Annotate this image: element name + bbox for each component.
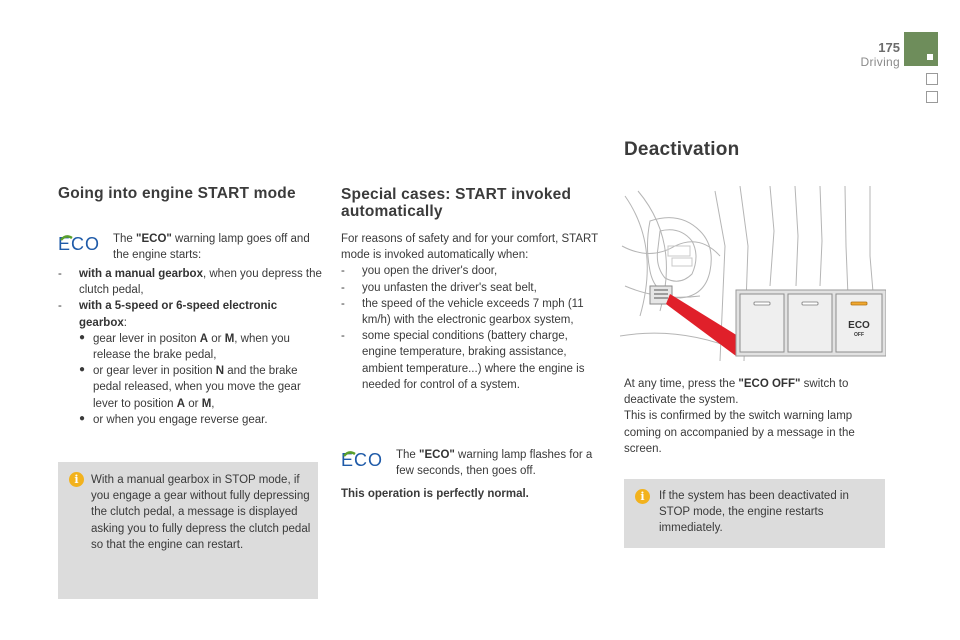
info-note-deactivation <box>624 479 885 548</box>
note-text: If the system has been deactivated in STOP mode, the engine restarts immediately. <box>659 490 849 535</box>
callout-pointer <box>666 294 738 356</box>
chapter-tab[interactable] <box>926 73 938 85</box>
sub-list-item: ● or when you engage reverse gear. <box>79 412 268 426</box>
info-note-manual-gearbox <box>58 462 318 599</box>
note-text: With a manual gearbox in STOP mode, if you engage a gear without fully depressing the clutch pedal, a message is displayed asking you to fully depress the clutch pedal so that the engine can restart. <box>91 474 311 551</box>
intro-paragraph: The "ECO" warning lamp goes off and the engine starts: <box>113 233 310 262</box>
list-item: - you unfasten the driver's seat belt, <box>341 281 537 294</box>
eco-icon-label: ECO <box>58 234 101 254</box>
tab-marker-icon <box>927 54 933 60</box>
eco-flashing-lamp-icon <box>341 450 387 470</box>
heading-start-mode: Going into engine START mode <box>58 185 296 202</box>
bullet-icon: ● <box>79 364 86 376</box>
eco-switch-label: ECO <box>848 320 870 331</box>
list-item: - with a 5-speed or 6-speed electronic gearbox: <box>58 300 278 329</box>
deactivation-paragraph: At any time, press the "ECO OFF" switch to deactivate the system. This is confirmed by the switch warning lamp coming on accompanied by a message in the screen. <box>624 378 855 455</box>
list-item: - some special conditions (battery charge, engine temperature, braking assistance, ambient temperature...) where the engine is needed for control of a system. <box>341 330 585 391</box>
off-switch-label: OFF <box>854 332 864 338</box>
heading-deactivation: Deactivation <box>624 139 740 160</box>
section-name: Driving <box>860 55 900 69</box>
special-cases-text: For reasons of safety and for your comfort, START mode is invoked automatically when: - you open the driver's door, - you unfasten the driver's seat belt, - the speed of the vehicle exceeds 7 mph (11 km/h) with the electronic gearbox system, - some special conditions (battery charge, engine temperature, braking assistance, ambient temperature...) where the engine is needed for control of a system. <box>341 231 601 393</box>
sub-list-item: ● or gear lever in position N and the brake pedal released, when you move the gear lever to position A or M, <box>79 364 301 410</box>
list-item: - you open the driver's door, <box>341 265 498 278</box>
switch-panel <box>740 294 882 352</box>
normal-operation-note: This operation is perfectly normal. <box>341 488 529 500</box>
bullet-icon: ● <box>79 331 86 343</box>
lamp-flash-paragraph: The "ECO" warning lamp flashes for a few seconds, then goes off. <box>396 449 593 478</box>
chapter-tab-active[interactable] <box>904 32 938 66</box>
info-icon <box>635 489 650 504</box>
eco-warning-lamp-icon <box>58 234 104 254</box>
bullet-icon: ● <box>79 412 86 424</box>
dashboard-switch-illustration <box>620 186 886 362</box>
sub-list-item: ● gear lever in positon A or M, when you release the brake pedal, <box>79 331 290 362</box>
list-item: - the speed of the vehicle exceeds 7 mph (11 km/h) with the electronic gearbox system, <box>341 297 584 327</box>
list-item: - with a manual gearbox, when you depress the clutch pedal, <box>58 268 322 297</box>
eco-icon-label: ECO <box>341 450 384 470</box>
chapter-tab[interactable] <box>926 91 938 103</box>
conditions-list <box>58 266 323 428</box>
page-number: 175 <box>878 40 900 55</box>
info-icon <box>69 472 84 487</box>
heading-special-cases: Special cases: START invoked automatically <box>341 186 572 220</box>
